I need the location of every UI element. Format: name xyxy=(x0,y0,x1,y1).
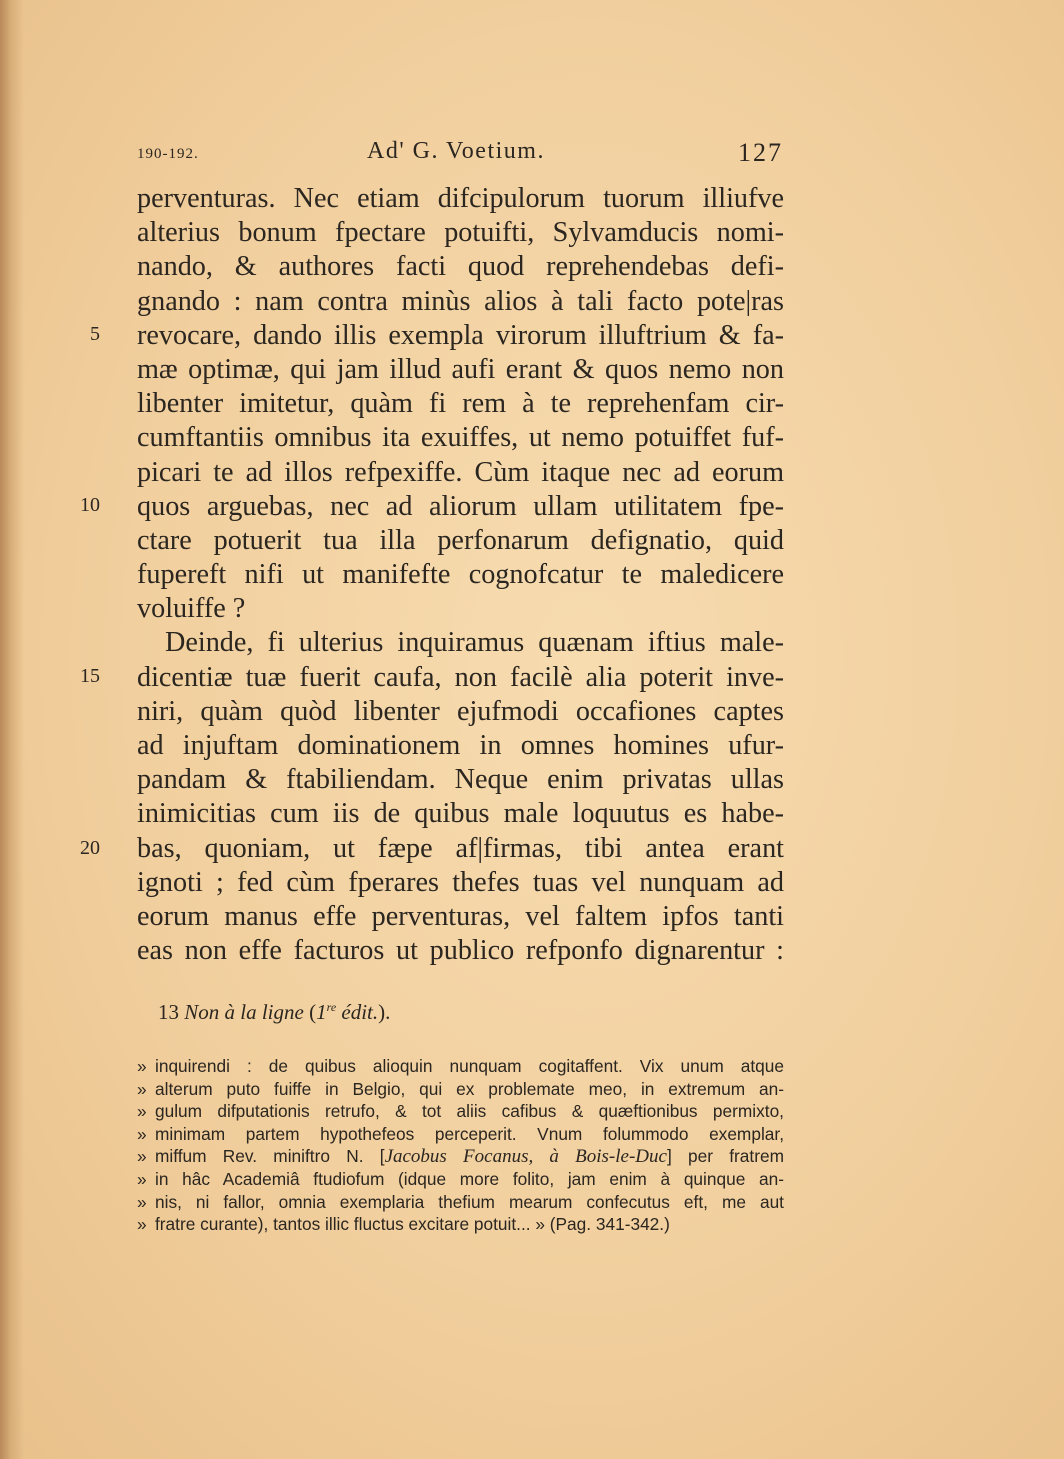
quote-mark: » xyxy=(137,1214,147,1235)
text-line: revocare, dando illis exempla virorum illuftrium & fa- xyxy=(137,319,784,351)
text-line: libenter imitetur, quàm fi rem à te reprehenfam cir- xyxy=(137,388,784,420)
note-paren-open: ( xyxy=(303,1000,317,1024)
text-line: bas, quoniam, ut fæpe af|firmas, tibi antea erant xyxy=(137,832,784,864)
footnote-line xyxy=(137,1123,784,1146)
footnote-line-text: miffum Rev. miniftro N. [ xyxy=(155,1146,385,1167)
running-header xyxy=(137,136,787,176)
footnote-line xyxy=(137,1078,784,1101)
line-number-20: 20 xyxy=(80,837,100,859)
footnote-line-text: fratre curante), tantos illic fluctus excitare potuit... » (Pag. 341-342.) xyxy=(155,1214,670,1235)
text-line: eas non effe facturos ut publico refponfo dignarentur : xyxy=(137,935,784,967)
footnote-line-text: ] per fratrem xyxy=(666,1146,784,1167)
footnote-line xyxy=(137,1100,784,1123)
line-number-margin xyxy=(0,0,110,1459)
text-line: nando, & authores facti quod reprehendebas defi- xyxy=(137,251,784,283)
note-paren-close: ). xyxy=(378,1000,391,1024)
text-line: mæ optimæ, qui jam illud aufi erant & quos nemo non xyxy=(137,353,784,385)
quote-mark: » xyxy=(137,1078,147,1099)
text-line: picari te ad illos refpexiffe. Cùm itaque nec ad eorum xyxy=(137,456,784,488)
text-line: alterius bonum fpectare potuifti, Sylvamducis nomi- xyxy=(137,217,784,249)
text-line: Deinde, fi ulterius inquiramus quænam iftius male- xyxy=(165,627,784,659)
footnote-quotation xyxy=(137,1055,784,1236)
text-line: dicentiæ tuæ fuerit caufa, non facilè alia poterit inve- xyxy=(137,661,784,693)
main-text xyxy=(137,182,784,968)
text-line: gnando : nam contra minùs alios à tali facto pote|ras xyxy=(137,285,784,317)
header-section-range: 190-192. xyxy=(137,146,199,162)
footnote-line xyxy=(137,1213,784,1236)
text-line: inimicitias cum iis de quibus male loquutus es habe- xyxy=(137,798,784,830)
line-number-15: 15 xyxy=(80,665,100,687)
note-text: Non à la ligne xyxy=(184,1000,304,1024)
note-edition-text: édit. xyxy=(336,1000,379,1024)
text-line: cumftantiis omnibus ita exuiffes, ut nemo potuiffet fuf- xyxy=(137,422,784,454)
quote-mark: » xyxy=(137,1123,147,1144)
line-number-10: 10 xyxy=(80,494,100,516)
editorial-note xyxy=(158,1000,390,1025)
footnote-line-text: in hâc Academiâ ftudiofum (idque more folito, jam enim à quinque an- xyxy=(155,1168,784,1189)
quote-mark: » xyxy=(137,1101,147,1122)
note-edition-number: 1 xyxy=(316,1000,327,1024)
text-line: perventuras. Nec etiam difcipulorum tuorum illiufve xyxy=(137,183,784,214)
note-line-number: 13 xyxy=(158,1000,179,1024)
note-edition-superscript: re xyxy=(326,1000,337,1014)
footnote-line-text: minimam partem hypothefeos perceperit. Vnum folummodo exemplar, xyxy=(155,1123,784,1144)
footnote-line xyxy=(137,1055,784,1078)
text-line: eorum manus effe perventuras, vel faltem ipfos tanti xyxy=(137,900,784,932)
quote-mark: » xyxy=(137,1146,147,1167)
footnote-line-text: alterum puto fuiffe in Belgio, qui ex problemate meo, in extremum an- xyxy=(155,1078,784,1099)
text-line: ad injuftam dominationem in omnes homines ufur- xyxy=(137,730,784,761)
text-line: fupereft nifi ut manifefte cognofcatur te maledicere xyxy=(137,559,784,591)
footnote-line-text: inquirendi : de quibus alioquin nunquam cogitaffent. Vix unum atque xyxy=(155,1056,784,1076)
quote-mark: » xyxy=(137,1191,147,1212)
text-line: ctare potuerit tua illa perfonarum defignatio, quid xyxy=(137,524,784,556)
footnote-line-text: nis, ni fallor, omnia exemplaria thefium mearum confecutus eft, me aut xyxy=(155,1191,784,1212)
line-number-5: 5 xyxy=(90,323,100,345)
page-number: 127 xyxy=(738,138,783,167)
text-line: ignoti ; fed cùm fperares thefes tuas vel nunquam ad xyxy=(137,866,784,898)
text-line: pandam & ftabiliendam. Neque enim privatas ullas xyxy=(137,764,784,796)
text-line: quos arguebas, nec ad aliorum ullam utilitatem fpe- xyxy=(137,490,784,522)
text-line: voluiffe ? xyxy=(137,593,246,625)
quote-mark: » xyxy=(137,1056,147,1076)
header-title: Ad' G. Voetium. xyxy=(367,138,545,164)
footnote-line xyxy=(137,1191,784,1214)
footnote-italic-name: Jacobus Focanus, à Bois-le-Duc xyxy=(384,1146,667,1168)
quote-mark: » xyxy=(137,1168,147,1189)
footnote-line xyxy=(137,1145,784,1168)
text-line: niri, quàm quòd libenter ejufmodi occafiones captes xyxy=(137,695,784,727)
footnote-line-text: gulum difputationis retrufo, & tot aliis cafibus & quæftionibus permixto, xyxy=(155,1101,784,1122)
footnote-line xyxy=(137,1168,784,1191)
